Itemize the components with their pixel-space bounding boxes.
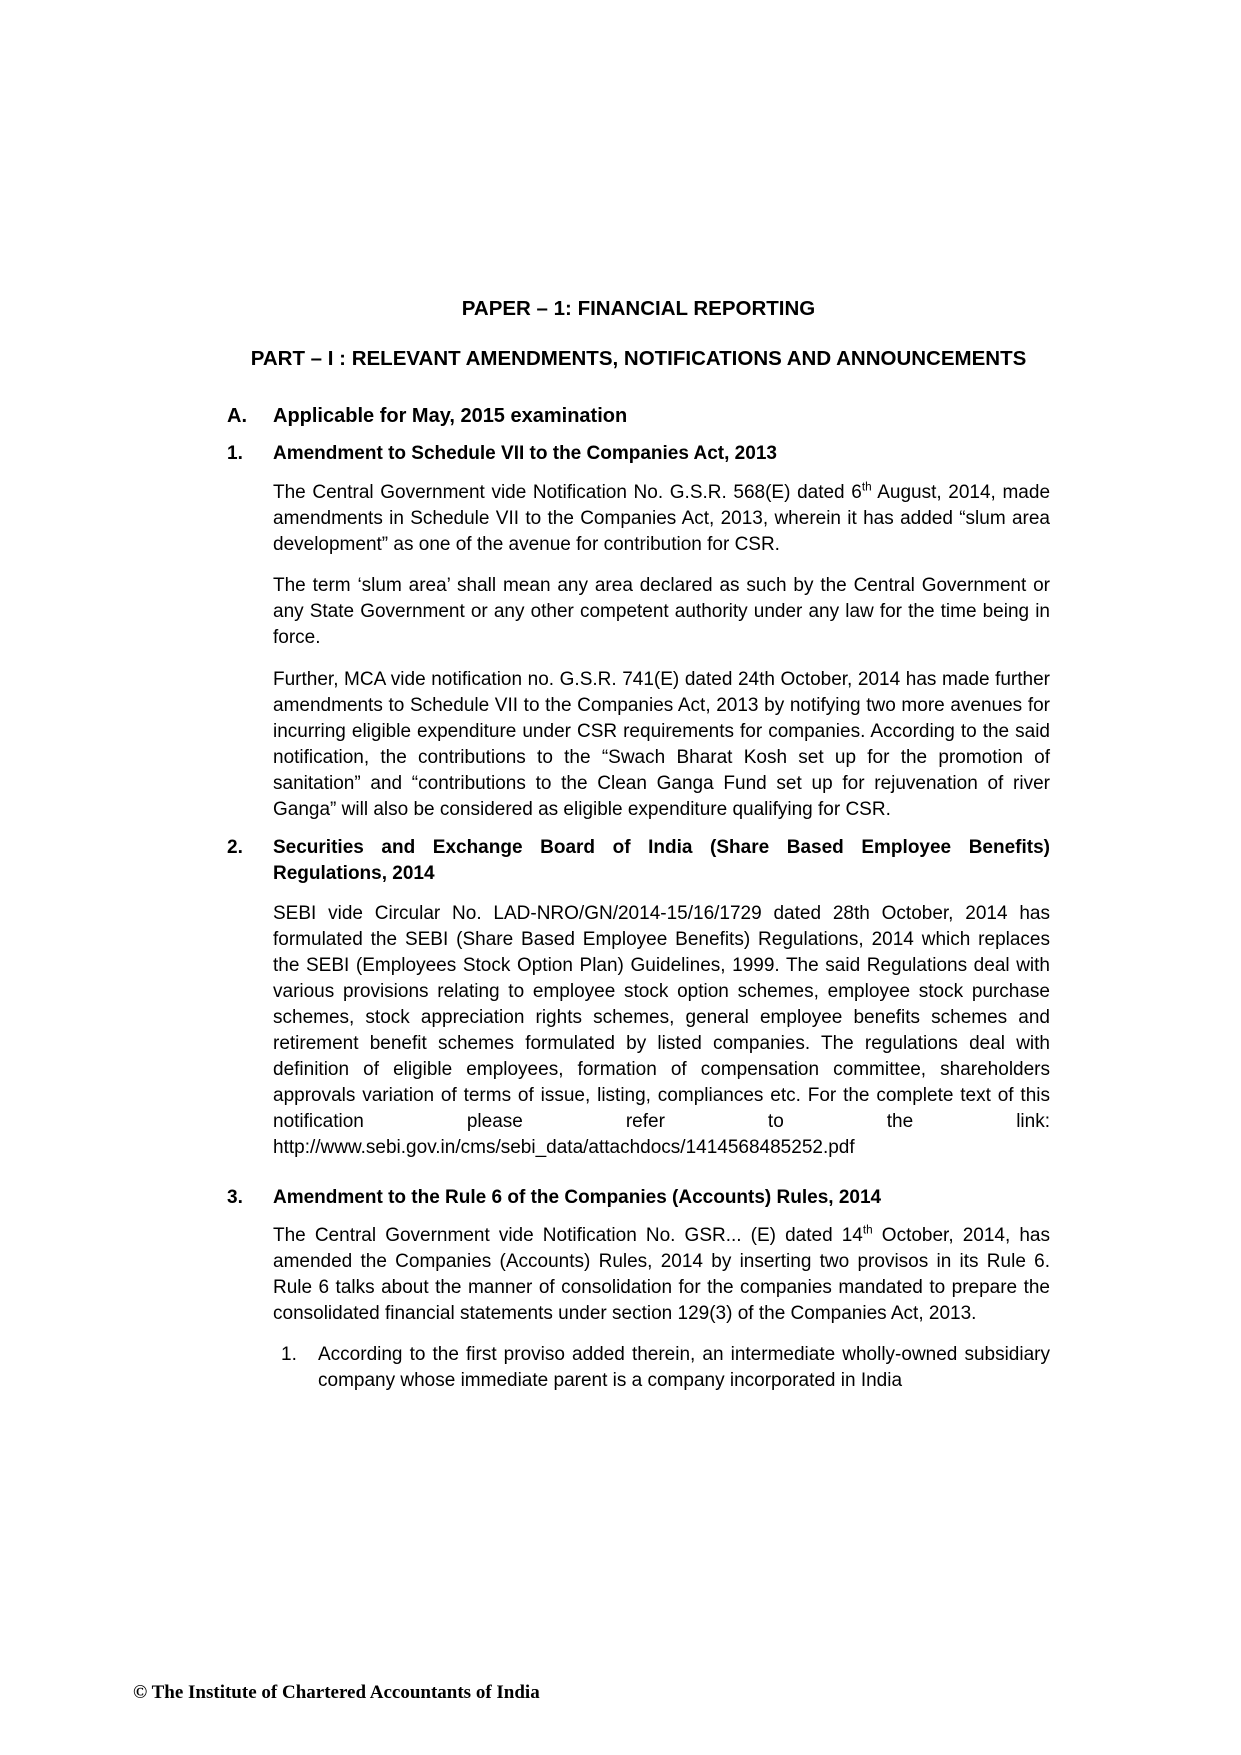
document-body: [227, 296, 1050, 1394]
list-item-text: According to the first proviso added therein, an intermediate wholly-owned subsidiary company whose immediate parent is a company incorporated in India: [318, 1344, 1050, 1391]
item-1-label: 1.: [227, 443, 243, 464]
item-2-label: 2.: [227, 837, 243, 858]
list-item: [281, 1342, 1050, 1394]
item-2-heading-text: Securities and Exchange Board of India (Share Based Employee Benefits) Regulations, 2014: [273, 837, 1050, 884]
item-3-heading-text: Amendment to the Rule 6 of the Companies (Accounts) Rules, 2014: [273, 1187, 882, 1208]
paragraph: The term ‘slum area’ shall mean any area declared as such by the Central Government or any State Government or any other competent authority under any law for the time being in force.: [273, 575, 1050, 648]
section-a-label: A.: [227, 405, 247, 427]
item-3-heading: [227, 1185, 1050, 1211]
section-a-heading: [227, 403, 1050, 429]
paragraph: The Central Government vide Notification No. G.S.R. 568(E) dated 6th August, 2014, made amendments in Schedule VII to the Companies Act, 2013, wherein it has added “slum area development” as one of the avenue for contribution for CSR.: [273, 480, 1051, 555]
paragraph: Further, MCA vide notification no. G.S.R. 741(E) dated 24th October, 2014 has made further amendments to Schedule VII to the Companies Act, 2013 by notifying two more avenues for incurring eligible expenditure under CSR requirements for companies. According to the said notification, the contributions to the “Swach Bharat Kosh set up for the promotion of sanitation” and “contributions to the Clean Ganga Fund set up for rejuvenation of river Ganga” will also be considered as eligible expenditure qualifying for CSR.: [273, 669, 1050, 820]
paragraph: The Central Government vide Notification No. GSR... (E) dated 14th October, 2014, has amended the Companies (Accounts) Rules, 2014 by inserting two provisos in its Rule 6. Rule 6 talks about the manner of consolidation for the companies mandated to prepare the consolidated financial statements under section 129(3) of the Companies Act, 2013.: [273, 1223, 1050, 1324]
part-title: PART – I : RELEVANT AMENDMENTS, NOTIFICATIONS AND ANNOUNCEMENTS: [250, 347, 1027, 370]
item-1-heading-text: Amendment to Schedule VII to the Companies Act, 2013: [273, 443, 777, 464]
copyright-footer: © The Institute of Chartered Accountants of India: [133, 1682, 540, 1703]
item-1-heading: [227, 441, 1050, 467]
paragraph: SEBI vide Circular No. LAD-NRO/GN/2014-15/16/1729 dated 28th October, 2014 has formulated the SEBI (Share Based Employee Benefits) Regulations, 2014 which replaces the SEBI (Employees Stock Option Plan) Guidelines, 1999. The said Regulations deal with various provisions relating to employee stock option schemes, employee stock purchase schemes, stock appreciation rights schemes, general employee benefits schemes and retirement benefit schemes formulated by listed companies. The regulations deal with definition of eligible employees, formation of compensation committee, shareholders approvals variation of terms of issue, listing, compliances etc. For the complete text of this notification please refer to the link: http://www.sebi.gov.in/cms/sebi_data/attachdocs/1414568485252.pdf: [273, 903, 1050, 1158]
section-a-heading-text: Applicable for May, 2015 examination: [273, 405, 628, 427]
item-3-label: 3.: [227, 1187, 243, 1208]
paper-title: PAPER – 1: FINANCIAL REPORTING: [461, 297, 816, 320]
list-item-label: 1.: [281, 1344, 297, 1365]
item-2-heading: [227, 835, 1050, 887]
